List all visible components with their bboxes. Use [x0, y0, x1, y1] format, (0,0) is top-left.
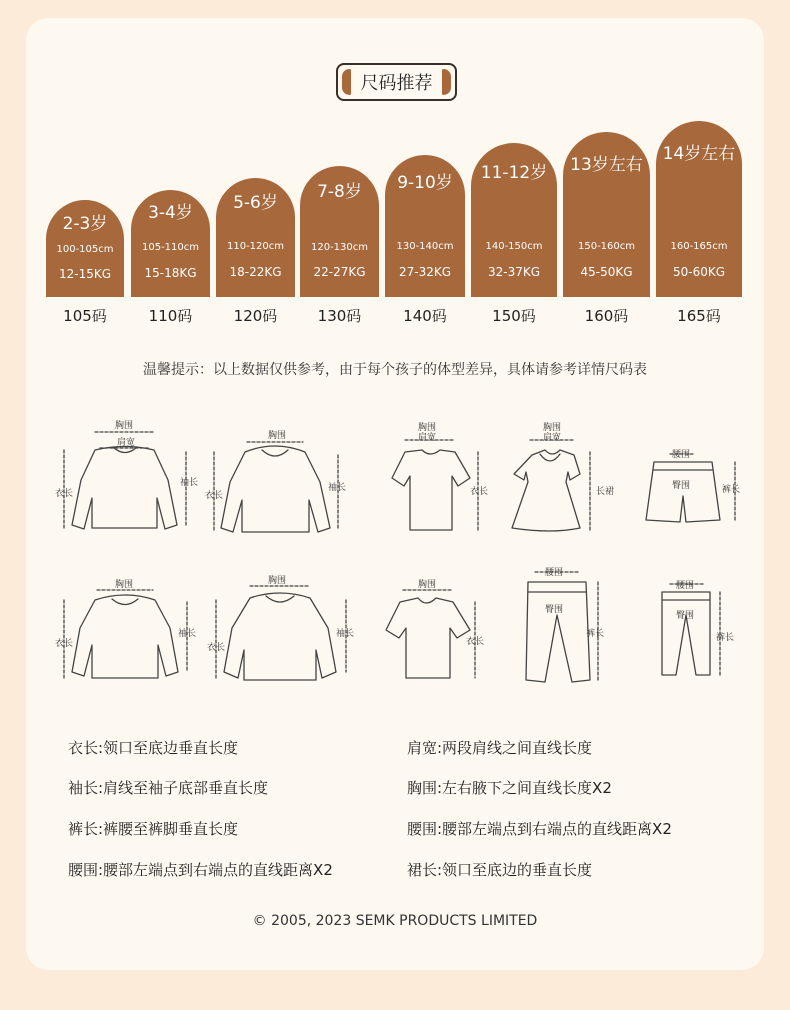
length-label: 衣长	[470, 487, 489, 497]
sleeve-label: 袖长	[336, 629, 355, 639]
weight-range: 50-60KG	[672, 265, 726, 279]
tshirt-diagram	[386, 590, 475, 678]
size-code: 160码	[584, 307, 629, 325]
leggings-diagram	[662, 584, 720, 675]
height-range: 120-130cm	[310, 242, 369, 253]
length-label: 衣长	[466, 637, 485, 647]
weight-range: 32-37KG	[487, 265, 541, 279]
raglan-top-diagram	[214, 442, 338, 532]
age-label: 5-6岁	[233, 193, 278, 213]
raglan-top-diagram	[64, 590, 187, 678]
length-label: 衣长	[55, 489, 74, 499]
size-code: 150码	[492, 307, 536, 325]
chest-label: 胸围	[115, 580, 134, 590]
size-column-1	[46, 200, 124, 297]
definition-item: 衣长:领口至底边垂直长度	[68, 739, 239, 757]
height-range: 150-160cm	[577, 241, 636, 252]
height-range: 110-120cm	[226, 241, 285, 252]
weight-range: 18-22KG	[229, 265, 282, 279]
definition-item: 裤长:裤腰至裤脚垂直长度	[68, 820, 239, 838]
chest-label: 胸围	[268, 431, 287, 441]
height-range: 160-165cm	[670, 241, 728, 252]
size-column-7	[563, 132, 650, 297]
pants-label: 裤长	[716, 633, 735, 643]
definition-item: 袖长:肩线至袖子底部垂直长度	[68, 779, 269, 797]
height-range: 130-140cm	[396, 241, 454, 252]
shoulder-label: 肩宽	[117, 438, 136, 448]
age-label: 9-10岁	[397, 173, 453, 193]
age-label: 13岁左右	[570, 155, 643, 175]
weight-range: 22-27KG	[313, 265, 366, 279]
definition-item: 胸围:左右腋下之间直线长度X2	[407, 779, 612, 797]
section-title	[336, 63, 457, 101]
age-label: 14岁左右	[662, 144, 736, 164]
definition-item: 腰围:腰部左端点到右端点的直线距离X2	[407, 820, 672, 838]
size-column-5	[385, 155, 465, 297]
size-code: 105码	[63, 307, 107, 325]
weight-range: 27-32KG	[398, 265, 452, 279]
chest-label: 胸围	[543, 423, 562, 433]
size-code: 120码	[233, 307, 278, 325]
height-range: 140-150cm	[485, 241, 543, 252]
size-column-2	[131, 190, 210, 297]
length-label: 衣长	[205, 491, 224, 501]
size-code: 140码	[403, 307, 447, 325]
age-label: 11-12岁	[480, 163, 548, 183]
shoulder-label: 肩宽	[418, 433, 437, 443]
size-code: 130码	[317, 307, 362, 325]
pants-label: 裤长	[586, 629, 605, 639]
dress-diagram	[512, 440, 590, 531]
waist-label: 腰围	[545, 568, 564, 578]
sweatshirt-diagram	[216, 586, 346, 680]
size-column-6	[471, 143, 557, 297]
tip-note: 温馨提示：以上数据仅供参考，由于每个孩子的体型差异，具体请参考详情尺码表	[143, 362, 647, 378]
size-column-4	[300, 166, 379, 297]
hip-label: 臀围	[545, 605, 564, 615]
chest-label: 胸围	[418, 423, 437, 433]
height-range: 100-105cm	[56, 244, 114, 255]
definition-item: 肩宽:两段肩线之间直线长度	[407, 739, 593, 757]
weight-range: 45-50KG	[580, 265, 633, 279]
length-label: 衣长	[207, 643, 226, 653]
weight-range: 12-15KG	[58, 267, 112, 281]
definition-item: 腰围:腰部左端点到右端点的直线距离X2	[68, 861, 333, 879]
tshirt-diagram	[392, 440, 478, 530]
size-code: 165码	[677, 307, 721, 325]
chest-label: 胸围	[268, 576, 287, 586]
waist-label: 腰围	[676, 581, 695, 591]
measurement-diagrams	[0, 410, 790, 710]
weight-range: 15-18KG	[144, 266, 197, 280]
copyright: © 2005, 2023 SEMK PRODUCTS LIMITED	[252, 913, 538, 929]
sleeve-label: 袖长	[180, 478, 199, 488]
hip-label: 臀围	[676, 611, 695, 621]
pants-label: 裤长	[722, 485, 741, 495]
definition-item: 裙长:领口至底边的垂直长度	[407, 861, 593, 879]
sleeve-label: 袖长	[178, 629, 197, 639]
size-column-8	[656, 121, 742, 297]
skirt-label: 长裙	[596, 487, 615, 497]
age-label: 2-3岁	[62, 214, 108, 234]
length-label: 衣长	[55, 639, 74, 649]
chest-label: 胸围	[115, 421, 134, 431]
hip-label: 臀围	[672, 481, 691, 491]
shoulder-label: 肩宽	[543, 433, 562, 443]
section-title-text: 尺码推荐	[360, 73, 433, 94]
size-column-3	[216, 178, 295, 297]
jogger-pants-diagram	[526, 572, 598, 682]
age-label: 7-8岁	[317, 182, 362, 202]
age-label: 3-4岁	[148, 203, 193, 223]
sleeve-label: 袖长	[328, 483, 347, 493]
size-code: 110码	[148, 307, 193, 325]
waist-label: 腰围	[672, 450, 691, 460]
chest-label: 胸围	[418, 580, 437, 590]
height-range: 105-110cm	[141, 242, 200, 253]
